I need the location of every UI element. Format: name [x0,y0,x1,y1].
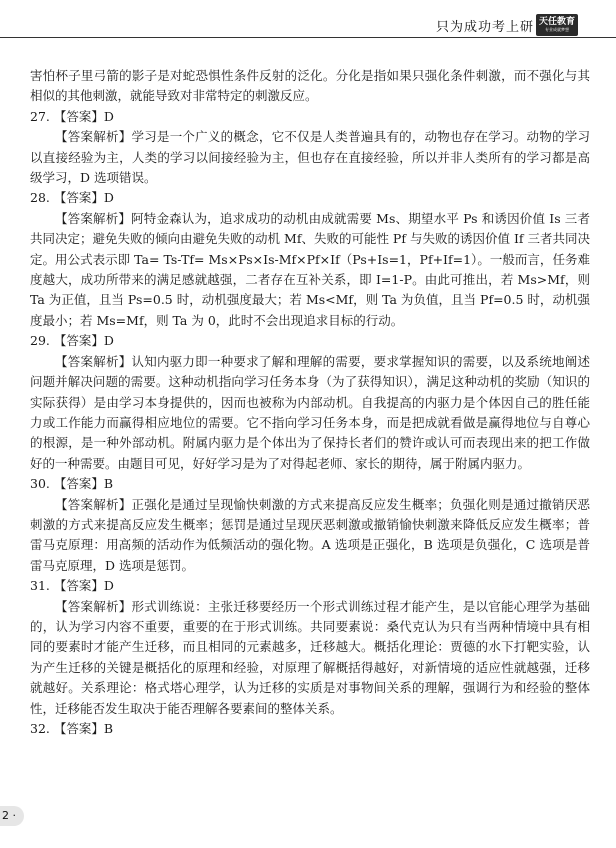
answer-line: 28. 【答案】D [30,190,114,206]
logo-subtext: 专业成就梦想 [545,27,569,32]
text-paragraph: 害怕杯子里弓箭的影子是对蛇恐惧性条件反射的泛化。分化是指如果只强化条件刺激，而不强化与其相似的其他刺激，就能导致对非常特定的刺激反应。 [30,68,590,104]
explanation-paragraph: 【答案解析】学习是一个广义的概念，它不仅是人类普遍具有的，动物也存在学习。动物的学习以直接经验为主，人类的学习以间接经验为主，但也存在直接经验，所以并非人类所有的学习都是高级学习，D 选项错误。 [30,129,590,186]
explanation-paragraph: 【答案解析】形式训练说：主张迁移要经历一个形式训练过程才能产生，是以官能心理学为基础的，认为学习内容不重要，重要的在于形式训练。共同要素说：桑代克认为只有当两种情境中具有相同的要素时才能产生迁移，而且相同的元素越多，迁移越大。概括化理论：贾德的水下打靶实验，认为产生迁移的关键是概括化的原理和经验，对原理了解概括得越好，对新情境的适应性就越强，迁移就越好。关系理论：格式塔心理学，认为迁移的实质是对事物间关系的理解，强调行为和经验的整体性，迁移能否发生取决于能否理解各要素间的整体关系。 [30,598,590,716]
answer-line: 32. 【答案】B [30,721,114,736]
brand-logo [536,14,578,36]
document-body [30,66,590,739]
answer-line: 27. 【答案】D [30,108,114,124]
header-slogan: 只为成功考上研 [435,20,534,35]
answer-line: 29. 【答案】D [30,333,114,349]
explanation-paragraph: 【答案解析】阿特金森认为，追求成功的动机由成就需要 Ms、期望水平 Ps 和诱因价值 Is 三者共同决定；避免失败的倾向由避免失败的动机 Mf、失败的可能性 Pf 与失败的诱因价值 If 三者共同决定。用公式表示即 Ta= Ts-Tf= Ms×Ps×Is-Mf×Pf×If（Ps+Is=1，Pf+If=1）。一般而言，任务难度越大，成功所带来的满足感就越强，二者存在互补关系，即 I=1-P。由此可推出，若 Ms>Mf，则 Ta 为正值，且当 Ps=0.5 时，动机强度最大；若 Ms<Mf，则 Ta 为负值，且当 Pf=0.5 时，动机强度最小；若 Ms=Mf，则 Ta 为 0，此时不会出现追求目标的行动。 [30,210,590,328]
explanation-paragraph: 【答案解析】认知内驱力即一种要求了解和理解的需要，要求掌握知识的需要，以及系统地阐述问题并解决问题的需要。这种动机指向学习任务本身（为了获得知识），满足这种动机的奖励（知识的实际获得）是由学习本身提供的，因而也被称为内部动机。自我提高的内驱力是个体因自己的胜任能力或工作能力而赢得相应地位的需要。它不指向学习任务本身，而是把成就看做是赢得地位与自尊心的根源，是一种外部动机。附属内驱力是个体出为了保持长者们的赞许或认可而表现出来的把工作做好的一种需要。由题目可见，好好学习是为了对得起老师、家长的期待，属于附属内驱力。 [30,353,590,471]
answer-line: 31. 【答案】D [30,578,114,594]
answer-line: 30. 【答案】B [30,476,114,492]
page-number: 2 · [0,806,24,826]
explanation-paragraph: 【答案解析】正强化是通过呈现愉快刺激的方式来提高反应发生概率；负强化则是通过撤销厌恶刺激的方式来提高反应发生概率；惩罚是通过呈现厌恶刺激或撤销愉快刺激来降低反应发生概率；普雷马克原理：用高频的活动作为低频活动的强化物。A 选项是正强化，B 选项是负强化，C 选项是普雷马克原理，D 选项是惩罚。 [30,496,590,573]
header-divider [0,37,616,38]
logo-text: 天任教育 [538,17,575,27]
page-header [0,0,616,40]
